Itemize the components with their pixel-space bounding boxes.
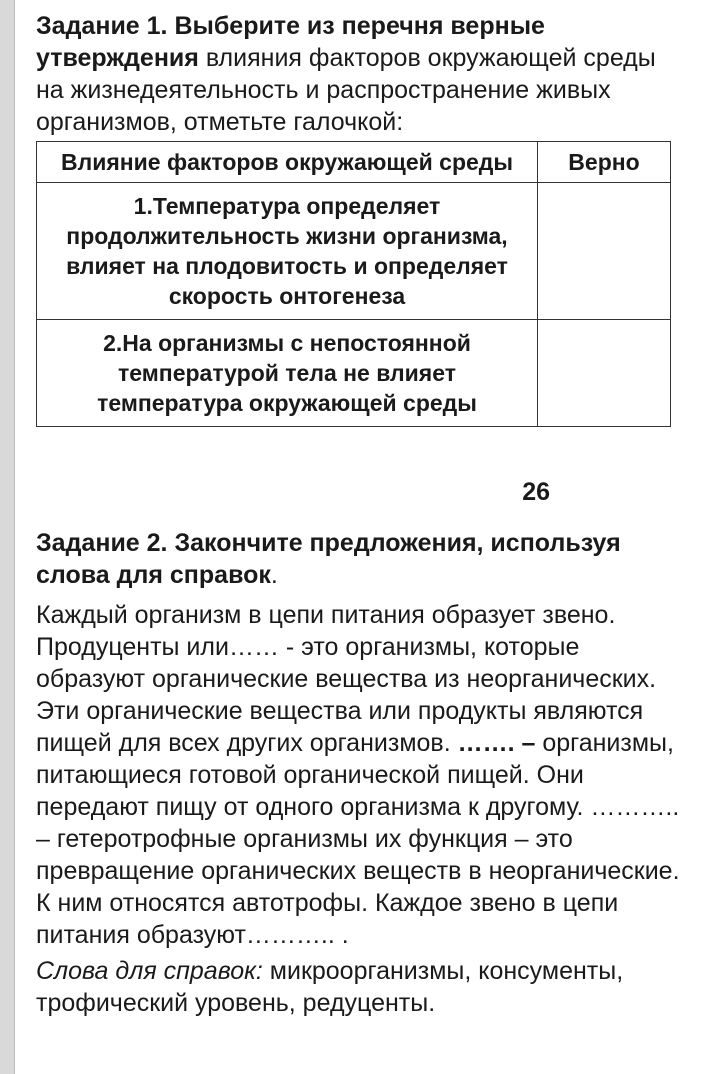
task1-title: Задание 1. Выберите из перечня верные утверждения [36, 12, 545, 72]
task2-text-part2: организмы, питающиеся готовой органической пищей. Они передают пищу от одного организма к другому. ……….. – гетеротрофные организмы их функция – это превращение органических веществ в неорганические. К ним относятся автотрофы. Каждое звено в цепи питания образуют……….. . [36, 729, 680, 949]
check-cell-2[interactable] [538, 320, 671, 427]
check-cell-1[interactable] [538, 183, 671, 320]
page-number: 26 [522, 478, 550, 506]
statement-2: 2.На организмы с непостоянной температурой тела не влияет температура окружающей среды [37, 320, 538, 427]
table-row [37, 183, 671, 320]
task2-title [36, 527, 684, 591]
task2-blank: ……. – [457, 729, 536, 757]
header-factors: Влияние факторов окружающей среды [37, 142, 538, 183]
task2-paragraph [36, 599, 684, 951]
table-row [37, 320, 671, 427]
task2-title-period: . [270, 561, 278, 589]
reference-words-label: Слова для справок: [36, 957, 263, 985]
header-correct: Верно [538, 142, 671, 183]
left-margin-strip [0, 0, 14, 1074]
task1-instructions [36, 10, 684, 138]
reference-words [36, 955, 684, 1019]
statement-1: 1.Температура определяет продолжительность жизни организма, влияет на плодовитость и определяет скорость онтогенеза [37, 183, 538, 320]
table-header-row [37, 142, 671, 183]
reference-words-list: микроорганизмы, консументы, трофический уровень, редуценты. [36, 957, 624, 1017]
worksheet [36, 10, 684, 1019]
task2-title-text: Задание 2. Закончите предложения, используя слова для справок [36, 529, 621, 589]
task1-instruction-text: влияния факторов окружающей среды на жизнедеятельность и распространение живых организмов, отметьте галочкой: [36, 44, 656, 136]
factors-table [36, 141, 671, 427]
left-margin-line [14, 0, 15, 1074]
task2-text-part1: Каждый организм в цепи питания образует звено. Продуценты или…… - это организмы, которые образуют органические вещества из неорганических. Эти органические вещества или продукты являются пищей для всех других организмов. [36, 601, 657, 757]
